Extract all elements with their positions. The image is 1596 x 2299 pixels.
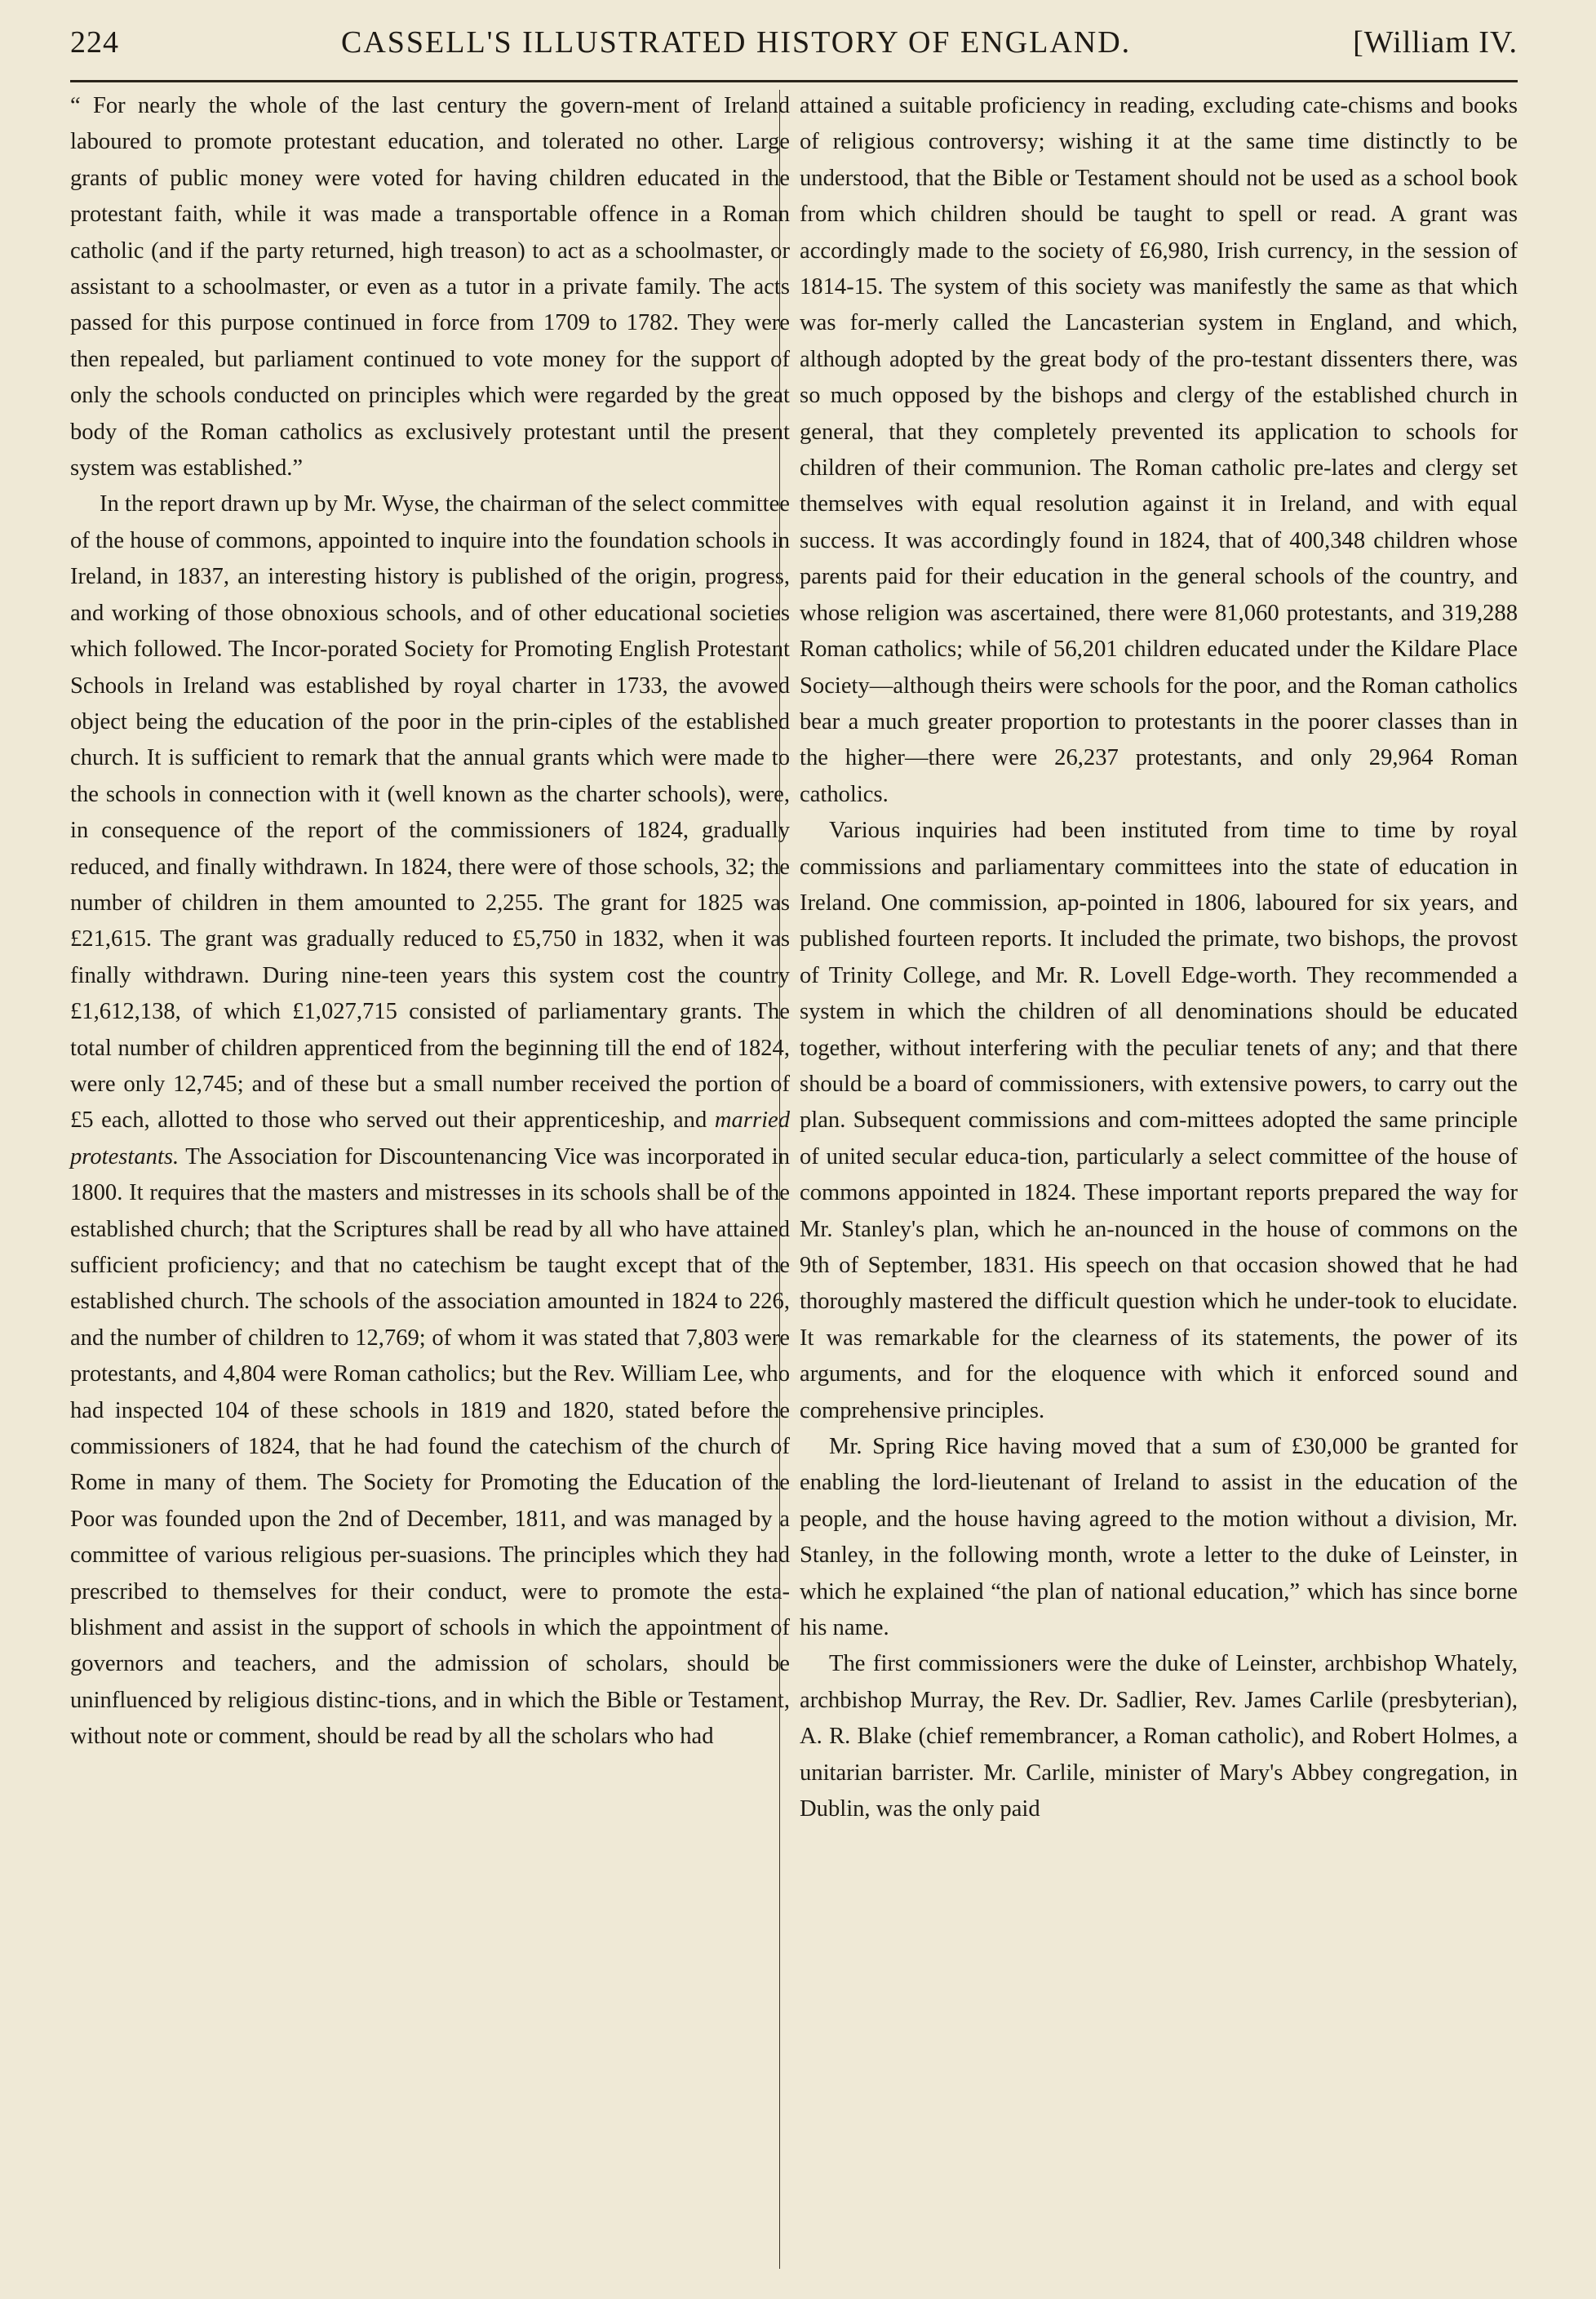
left-column [70,88,790,1755]
column-divider [779,90,780,2269]
right-paragraph-4: The first commissioners were the duke of Leinster, archbishop Whately, archbishop Murray, the Rev. Dr. Sadlier, Rev. James Carlile (presbyterian), A. R. Blake (chief remembrancer, a Roman catholic), and Robert Holmes, a unitarian barrister. Mr. Carlile, minister of Mary's Abbey congregation, in Dublin, was the only paid [800,1651,1518,1822]
right-paragraph-1: attained a suitable proficiency in reading, excluding cate-chisms and books of religious controversy; wishing it at the same time distinctly to be understood, that the Bible or Testament should not be used as a school book from which children should be taught to spell or read. A grant was accordingly made to the society of £6,980, Irish currency, in the session of 1814-15. The system of this society was manifestly the same as that which was for-merly called the Lancasterian system in England, and which, although adopted by the great body of the pro-testant dissenters there, was so much opposed by the bishops and clergy of the established church in general, that they completely prevented its application to schools for children of their communion. The Roman catholic pre-lates and clergy set themselves with equal resolution against it in Ireland, and with equal success. It was accordingly found in 1824, that of 400,348 children whose parents paid for their education in the general schools of the country, and whose religion was ascertained, there were 81,060 protestants, and 319,288 Roman catholics; while of 56,201 children educated under the Kildare Place Society—although theirs were schools for the poor, and the Roman catholics bear a much greater proportion to protestants in the poorer classes than in the higher—there were 26,237 protestants, and only 29,964 Roman catholics. [800,93,1518,807]
left-paragraph-2-italic: married protestants. [70,1107,791,1169]
left-paragraph-1: “ For nearly the whole of the last century the govern-ment of Ireland laboured to promote protestant education, and tolerated no other. Large grants of public money were voted for having children educated in the protestant faith, while it was made a transportable offence in a Roman catholic (and if the party returned, high treason) to act as a schoolmaster, or assistant to a schoolmaster, or even as a tutor in a private family. The acts passed for this purpose continued in force from 1709 to 1782. They were then repealed, but parliament continued to vote money for the support of only the schools conducted on principles which were regarded by the great body of the Roman catholics as exclusively protestant until the present system was established.” [70,93,790,482]
left-paragraph-2-text-a: In the report drawn up by Mr. Wyse, the chairman of the select committee of the house of commons, appointed to inquire into the foundation schools in Ireland, in 1837, an interesting history is published of the origin, progress, and working of those obnoxious schools, and of other educational societies which followed. The Incor-porated Society for Promoting English Protestant Schools in Ireland was established by royal charter in 1733, the avowed object being the education of the poor in the prin-ciples of the established church. It is sufficient to remark that the annual grants which were made to the schools in connection with it (well known as the charter schools), were, in consequence of the report of the commissioners of 1824, gradually reduced, and finally withdrawn. In 1824, there were of those schools, 32; the number of children in them amounted to 2,255. The grant for 1825 was £21,615. The grant was gradually reduced to £5,750 in 1832, when it was finally withdrawn. During nine-teen years this system cost the country £1,612,138, of which £1,027,715 consisted of parliamentary grants. The total number of children apprenticed from the beginning till the end of 1824, were only 12,745; and of these but a small number received the portion of £5 each, allotted to those who served out their apprenticeship, and [70,491,790,1134]
page-number: 224 [70,25,119,60]
book-title: CASSELL'S ILLUSTRATED HISTORY OF ENGLAND. [340,25,1132,60]
left-paragraph-2-text-b: The Association for Discountenancing Vice was incorporated in 1800. It requires that the masters and mistresses in its schools shall be of the established church; that the Scriptures shall be read by all who have attained sufficient proficiency; and that no catechism be taught except that of the established church. The schools of the association amounted in 1824 to 226, and the number of children to 12,769; of whom it was stated that 7,803 were protestants, and 4,804 were Roman catholics; but the Rev. William Lee, who had inspected 104 of these schools in 1819 and 1820, stated before the commissioners of 1824, that he had found the catechism of the church of Rome in many of them. The Society for Promoting the Education of the Poor was founded upon the 2nd of December, 1811, and was managed by a committee of various religious per-suasions. The principles which they had prescribed to themselves for their conduct, were to promote the esta-blishment and assist in the support of schools in which the appointment of governors and teachers, and the admission of scholars, should be uninfluenced by religious distinc-tions, and in which the Bible or Testament, without note or comment, should be read by all the scholars who had [70,1143,790,1750]
right-column [800,88,1518,1828]
section-label: [William IV. [1353,25,1518,60]
right-paragraph-2: Various inquiries had been instituted from time to time by royal commissions and parliamentary committees into the state of education in Ireland. One commission, ap-pointed in 1806, laboured for six years, and published fourteen reports. It included the primate, two bishops, the provost of Trinity College, and Mr. R. Lovell Edge-worth. They recommended a system in which the children of all denominations should be educated together, without interfering with the peculiar tenets of any; and that there should be a board of commissioners, with extensive powers, to carry out the plan. Subsequent commissions and com-mittees adopted the same principle of united secular educa-tion, particularly a select committee of the house of commons appointed in 1824. These important reports prepared the way for Mr. Stanley's plan, which he an-nounced in the house of commons on the 9th of September, 1831. His speech on that occasion showed that he had thoroughly mastered the difficult question which he under-took to elucidate. It was remarkable for the clearness of its statements, the power of its arguments, and for the eloquence with which it enforced sound and comprehensive principles. [800,818,1518,1423]
left-paragraph-2 [70,486,790,1755]
running-header [70,24,1518,73]
header-rule [70,80,1518,82]
right-paragraph-3: Mr. Spring Rice having moved that a sum of £30,000 be granted for enabling the lord-lieutenant of Ireland to assist in the education of the people, and the house having agreed to the motion without a division, Mr. Stanley, in the following month, wrote a letter to the duke of Leinster, in which he explained “the plan of national education,” which has since borne his name. [800,1434,1518,1641]
